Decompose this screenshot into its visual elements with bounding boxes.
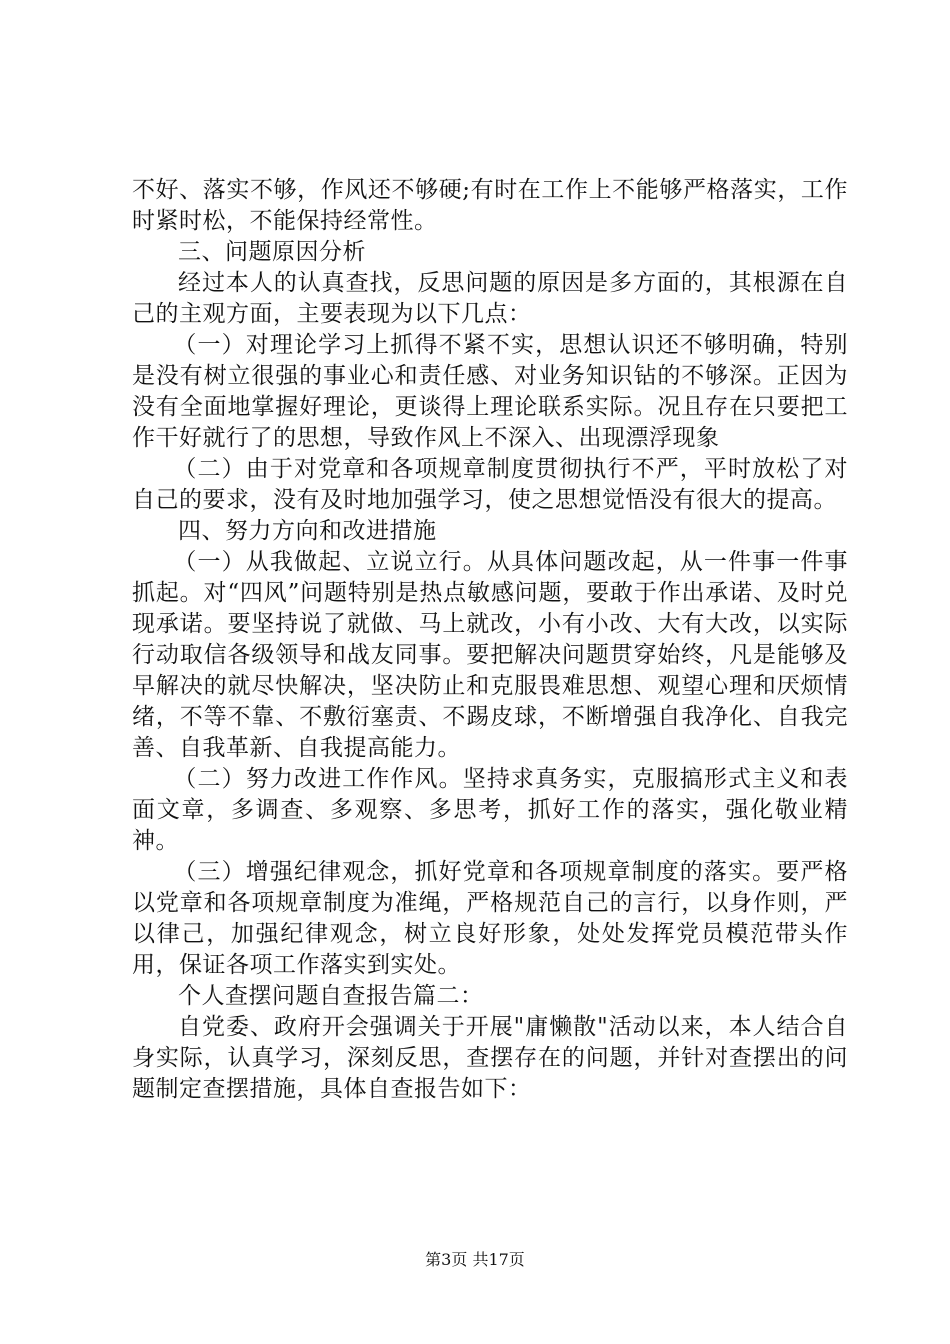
paragraph: （二）由于对党章和各项规章制度贯彻执行不严，平时放松了对自己的要求，没有及时地加强学习，使之思想觉悟没有很大的提高。 [132, 456, 848, 513]
paragraph: （一）对理论学习上抓得不紧不实，思想认识还不够明确，特别是没有树立很强的事业心和责任感、对业务知识钻的不够深。正因为没有全面地掌握好理论，更谈得上理论联系实际。况且存在只要把工作干好就行了的思想，导致作风上不深入、出现漂浮现象 [132, 332, 848, 451]
paragraph: 经过本人的认真查找，反思问题的原因是多方面的，其根源在自己的主观方面，主要表现为以下几点： [132, 270, 848, 327]
section-heading: 四、努力方向和改进措施 [178, 518, 437, 544]
document-body [132, 175, 848, 1105]
paragraph: （二）努力改进工作作风。坚持求真务实，克服搞形式主义和表面文章，多调查、多观察、多思考，抓好工作的落实，强化敬业精神。 [132, 766, 848, 854]
paragraph: 自党委、政府开会强调关于开展"庸懒散"活动以来，本人结合自身实际，认真学习，深刻反思，查摆存在的问题，并针对查摆出的问题制定查摆措施，具体自查报告如下： [132, 1014, 848, 1102]
paragraph: 不好、落实不够，作风还不够硬;有时在工作上不能够严格落实，工作时紧时松，不能保持经常性。 [132, 177, 848, 234]
section-heading: 个人查摆问题自查报告篇二： [178, 983, 484, 1009]
paragraph: （三）增强纪律观念，抓好党章和各项规章制度的落实。要严格以党章和各项规章制度为准绳，严格规范自己的言行，以身作则，严以律己，加强纪律观念，树立良好形象，处处发挥党员模范带头作用，保证各项工作落实到实处。 [132, 859, 848, 978]
paragraph: （一）从我做起、立说立行。从具体问题改起，从一件事一件事抓起。对“四风”问题特别是热点敏感问题，要敢于作出承诺、及时兑现承诺。要坚持说了就做、马上就改，小有小改、大有大改，以实际行动取信各级领导和战友同事。要把解决问题贯穿始终，凡是能够及早解决的就尽快解决，坚决防止和克服畏难思想、观望心理和厌烦情绪，不等不靠、不敷衍塞责、不踢皮球，不断增强自我净化、自我完善、自我革新、自我提高能力。 [132, 549, 848, 761]
section-heading: 三、问题原因分析 [178, 239, 366, 265]
page-number-footer: 第3页 共17页 [425, 1250, 525, 1269]
